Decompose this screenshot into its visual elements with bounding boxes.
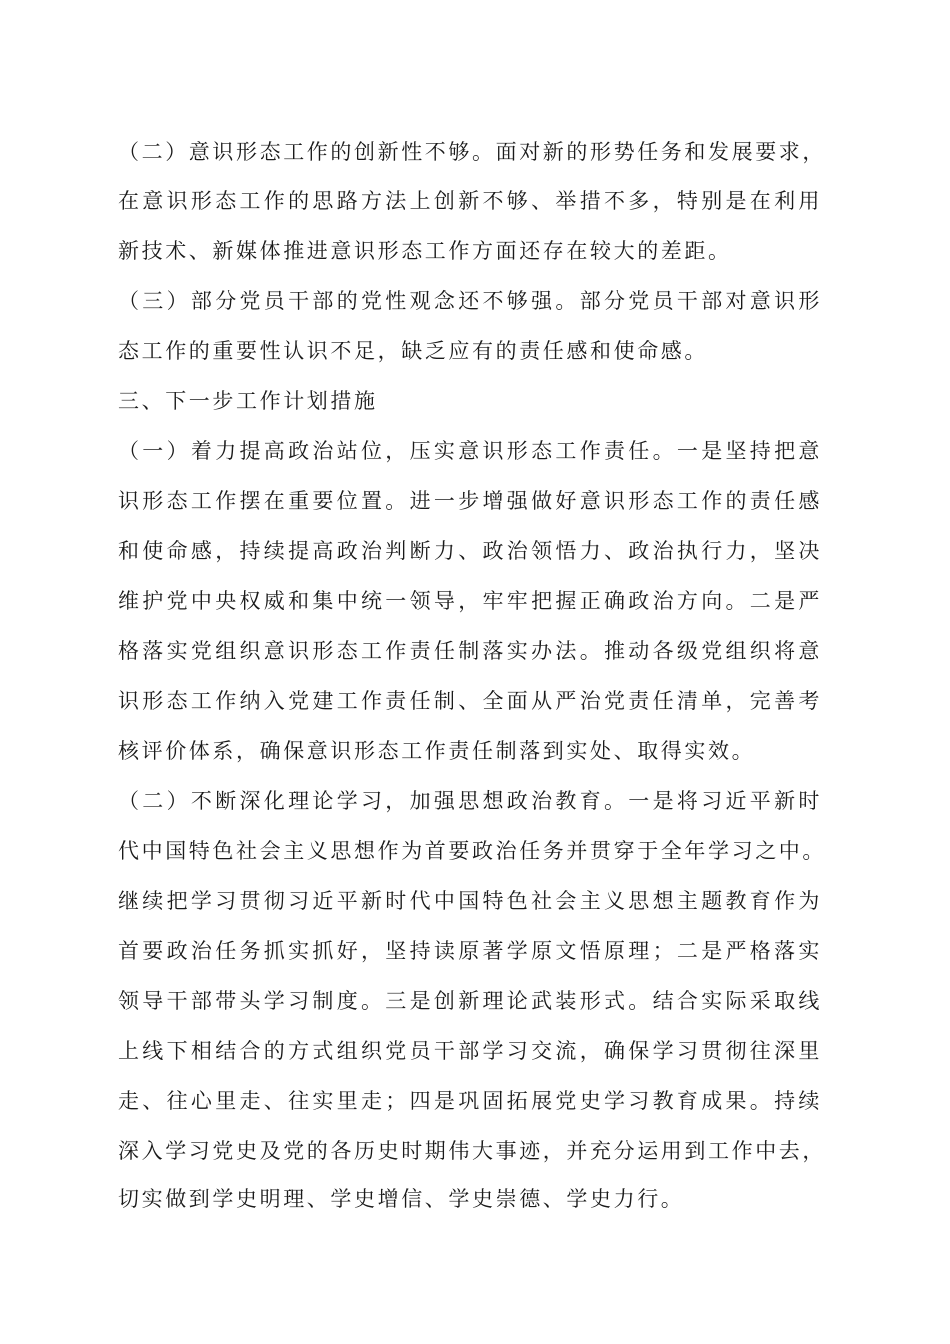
paragraph-line: 维护党中央权威和集中统一领导，牢牢把握正确政治方向。二是严 — [118, 589, 822, 613]
paragraph-line: 格落实党组织意识形态工作责任制落实办法。推动各级党组织将意 — [118, 639, 822, 663]
paragraph-line: （一）着力提高政治站位，压实意识形态工作责任。一是坚持把意 — [118, 439, 822, 463]
section-heading: 三、下一步工作计划措施 — [118, 389, 378, 413]
paragraph-line: 新技术、新媒体推进意识形态工作方面还存在较大的差距。 — [118, 239, 732, 263]
paragraph-line: 识形态工作纳入党建工作责任制、全面从严治党责任清单，完善考 — [118, 689, 822, 713]
paragraph-line: 继续把学习贯彻习近平新时代中国特色社会主义思想主题教育作为 — [118, 889, 822, 913]
paragraph-line: 识形态工作摆在重要位置。进一步增强做好意识形态工作的责任感 — [118, 489, 822, 513]
paragraph-line: 切实做到学史明理、学史增信、学史崇德、学史力行。 — [118, 1187, 685, 1211]
paragraph-line: 和使命感，持续提高政治判断力、政治领悟力、政治执行力，坚决 — [118, 539, 822, 563]
paragraph-line: （二）意识形态工作的创新性不够。面对新的形势任务和发展要求， — [118, 140, 826, 164]
paragraph-line: 深入学习党史及党的各历史时期伟大事迹，并充分运用到工作中去， — [118, 1139, 826, 1163]
paragraph-line: 领导干部带头学习制度。三是创新理论武装形式。结合实际采取线 — [118, 989, 822, 1013]
paragraph-line: （三）部分党员干部的党性观念还不够强。部分党员干部对意识形 — [118, 289, 822, 313]
paragraph-line: （二）不断深化理论学习，加强思想政治教育。一是将习近平新时 — [118, 789, 822, 813]
paragraph-line: 走、往心里走、往实里走；四是巩固拓展党史学习教育成果。持续 — [118, 1089, 822, 1113]
paragraph-line: 核评价体系，确保意识形态工作责任制落到实处、取得实效。 — [118, 739, 756, 763]
paragraph-line: 代中国特色社会主义思想作为首要政治任务并贯穿于全年学习之中。 — [118, 839, 826, 863]
paragraph-line: 态工作的重要性认识不足，缺乏应有的责任感和使命感。 — [118, 339, 708, 363]
paragraph-line: 首要政治任务抓实抓好，坚持读原著学原文悟原理；二是严格落实 — [118, 939, 822, 963]
paragraph-line: 上线下相结合的方式组织党员干部学习交流，确保学习贯彻往深里 — [118, 1039, 822, 1063]
paragraph-line: 在意识形态工作的思路方法上创新不够、举措不多，特别是在利用 — [118, 189, 822, 213]
